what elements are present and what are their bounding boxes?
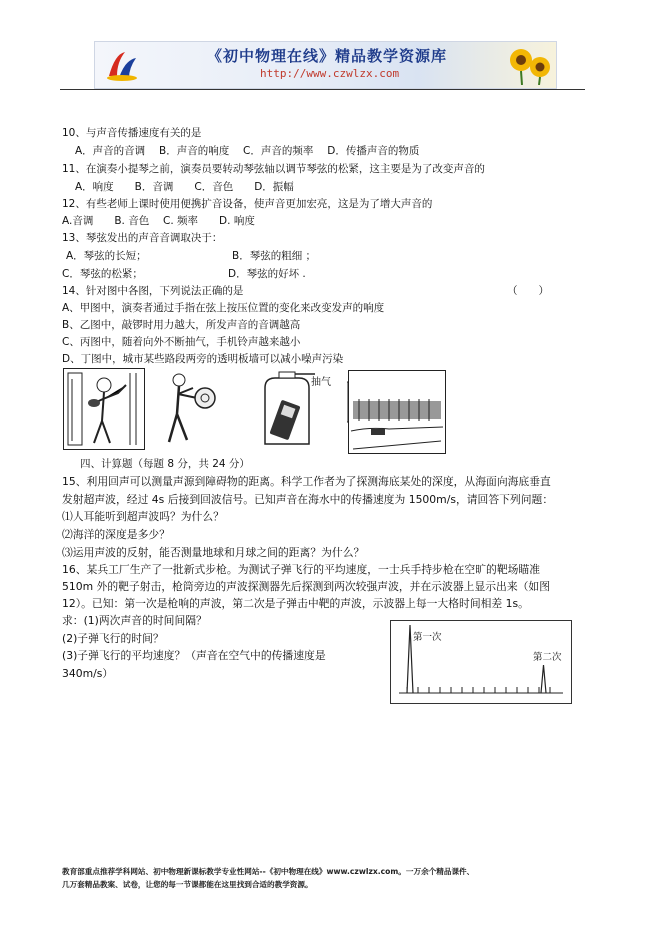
q15-sub3: ⑶运用声波的反射，能否测量地球和月球之间的距离？为什么？ bbox=[62, 546, 365, 559]
q12-stem: 12、有些老师上课时使用便携扩音设备，使声音更加宏亮，这是为了增大声音的 bbox=[62, 198, 433, 210]
q14-stem: 14、针对图中各图，下列说法正确的是 bbox=[62, 285, 244, 297]
osc-first-label: 第一次 bbox=[413, 632, 442, 643]
q14-option-b: B、乙图中，敲锣时用力越大，所发声音的音调越高 bbox=[62, 319, 301, 331]
q16-line1: 16、某兵工厂生产了一批新式步枪。为测试子弹飞行的平均速度，一士兵手持步枪在空旷的靶场瞄准 bbox=[62, 563, 541, 576]
violinist-icon bbox=[64, 369, 144, 449]
q11-stem: 11、在演奏小提琴之前，演奏员要转动琴弦轴以调节琴弦的松紧，这主要是为了改变声音的 bbox=[62, 163, 485, 175]
figure-bell-jar bbox=[257, 368, 317, 448]
q10-stem: 10、与声音传播速度有关的是 bbox=[62, 127, 202, 139]
city-road-icon bbox=[349, 371, 445, 453]
q14-option-c: C、丙图中，随着向外不断抽气，手机铃声越来越小 bbox=[62, 336, 301, 348]
section-title: 四、计算题（每题 8 分，共 24 分） bbox=[80, 458, 250, 470]
banner-url[interactable]: http://www.czwlzx.com bbox=[260, 67, 400, 80]
footer-note bbox=[62, 865, 602, 891]
footer-line2: 几万套精品教案、试卷，让您的每一节课都能在这里找到合适的教学资源。 bbox=[62, 880, 313, 889]
q13-option-a: A．琴弦的长短； bbox=[66, 250, 147, 262]
banner-title: 《初中物理在线》精品教学资源库 bbox=[207, 47, 448, 65]
q13-stem: 13、琴弦发出的声音音调取决于： bbox=[62, 232, 223, 244]
q15-line1: 15、利用回声可以测量声源到障碍物的距离。科学工作者为了探测海底某处的深度，从海面向海底垂直 bbox=[62, 475, 551, 488]
footer-line1: 教育部重点推荐学科网站、初中物理新课标教学专业性网站--《初中物理在线》www.czwlzx.com。一万余个精品课件、 bbox=[62, 867, 475, 876]
osc-second-label: 第二次 bbox=[533, 652, 562, 663]
q14-answer-blank: （ ） bbox=[507, 285, 549, 297]
q13-option-c: C．琴弦的松紧； bbox=[62, 268, 143, 280]
q13-option-d: D．琴弦的好坏 . bbox=[228, 268, 306, 280]
site-logo-icon bbox=[105, 48, 139, 82]
q16-line2: 510m 外的靶子射击，枪筒旁边的声波探测器先后探测到两次较强声波，并在示波器上显示出来（如图 bbox=[62, 580, 551, 593]
q16-sub3: (3)子弹飞行的平均速度？（声音在空气中的传播速度是 bbox=[62, 649, 326, 662]
q11-options: A．响度 B．音调 C．音色 D．振幅 bbox=[75, 181, 294, 193]
oscilloscope-figure bbox=[390, 620, 572, 704]
pump-label: 抽气 bbox=[311, 377, 331, 388]
q15-line2: 发射超声波，经过 4s 后接到回波信号。已知声音在海水中的传播速度为 1500m/s，请回答下列问题： bbox=[62, 493, 554, 506]
q15-sub1: ⑴人耳能听到超声波吗？为什么？ bbox=[62, 510, 224, 523]
header-divider bbox=[60, 89, 585, 90]
header-banner bbox=[94, 41, 557, 89]
q10-options: A．声音的音调 B．声音的响度 C．声音的频率 D．传播声音的物质 bbox=[75, 145, 420, 157]
q13-option-b: B．琴弦的粗细 ； bbox=[232, 250, 317, 262]
q16-sub3-cont: 340m/s） bbox=[62, 667, 114, 680]
figure-gong bbox=[157, 368, 219, 448]
q16-sub2: (2)子弹飞行的时间？ bbox=[62, 632, 164, 645]
gong-player-icon bbox=[157, 368, 219, 448]
sunflower-icon bbox=[506, 45, 552, 85]
q15-sub2: ⑵海洋的深度是多少？ bbox=[62, 528, 170, 541]
bell-jar-phone-icon bbox=[257, 368, 317, 448]
q16-sub1: 求：(1)两次声音的时间间隔？ bbox=[62, 614, 207, 627]
q14-option-a: A、甲图中，演奏者通过手指在弦上按压位置的变化来改变发声的响度 bbox=[62, 302, 385, 314]
figure-city-road bbox=[348, 370, 446, 454]
q12-options: A.音调 B. 音色 C. 频率 D. 响度 bbox=[62, 215, 255, 227]
q16-line3: 12）。已知：第一次是枪响的声波，第二次是子弹击中靶的声波，示波器上每一大格时间相差 1s。 bbox=[62, 597, 529, 610]
q14-option-d: D、丁图中，城市某些路段两旁的透明板墙可以减小噪声污染 bbox=[62, 353, 344, 365]
q14-figures bbox=[63, 368, 383, 450]
figure-violinist bbox=[63, 368, 145, 450]
